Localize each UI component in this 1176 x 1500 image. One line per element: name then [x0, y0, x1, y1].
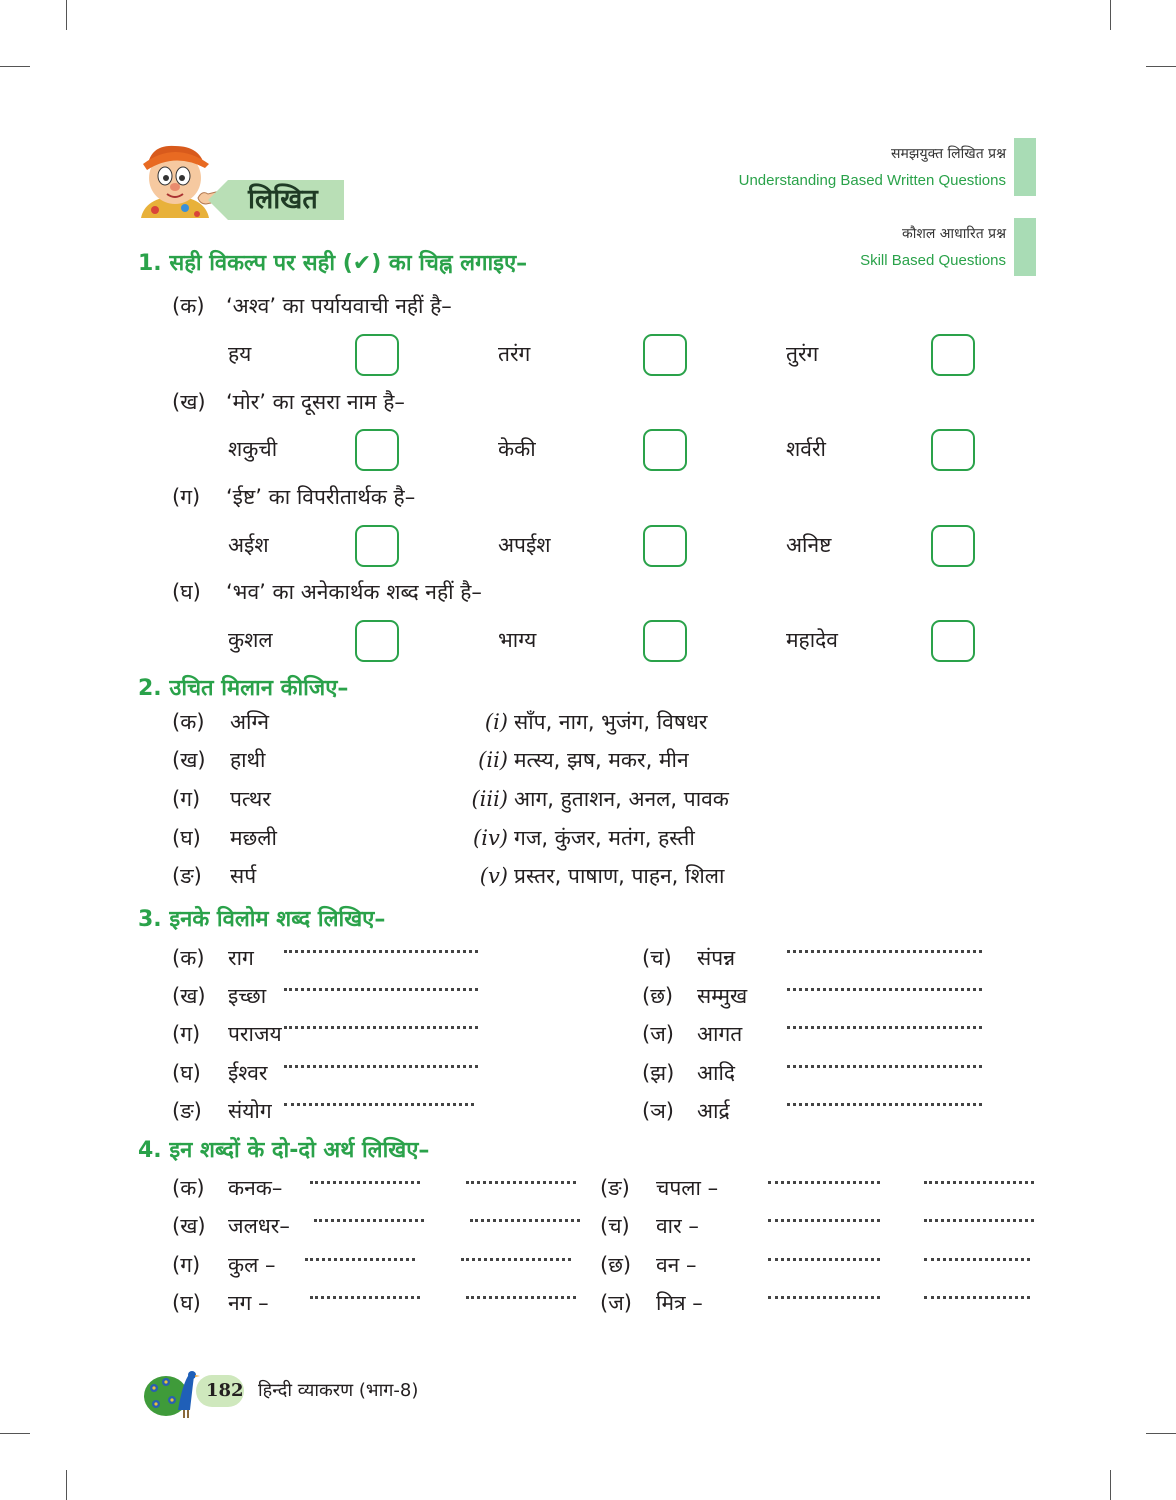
meaning-word: चपला – — [656, 1176, 719, 1200]
option-checkbox[interactable] — [355, 334, 399, 376]
answer-line[interactable] — [470, 1219, 580, 1222]
antonym-word: संपन्न — [697, 946, 736, 970]
answer-line[interactable] — [787, 1065, 982, 1068]
meaning-label: (ज) — [600, 1291, 632, 1315]
crop-mark — [1146, 1433, 1176, 1434]
match-right-num: (v) — [479, 864, 508, 888]
answer-line[interactable] — [310, 1296, 420, 1299]
answer-line[interactable] — [284, 988, 478, 991]
option-checkbox[interactable] — [931, 525, 975, 567]
crop-mark — [1110, 0, 1111, 30]
answer-line[interactable] — [787, 1026, 982, 1029]
item-label: (ख) — [172, 390, 206, 414]
antonym-word: आदि — [697, 1061, 736, 1085]
answer-line[interactable] — [466, 1181, 576, 1184]
answer-line[interactable] — [314, 1219, 424, 1222]
meaning-word: वार – — [656, 1214, 699, 1238]
match-left-word: पत्थर — [230, 787, 271, 811]
match-right-num: (ii) — [478, 748, 508, 772]
option-label: तरंग — [498, 342, 531, 366]
antonym-word: ईश्वर — [228, 1061, 268, 1085]
option-checkbox[interactable] — [931, 429, 975, 471]
match-right-text: गज, कुंजर, मतंग, हस्ती — [514, 826, 695, 850]
option-checkbox[interactable] — [643, 429, 687, 471]
option-checkbox[interactable] — [643, 334, 687, 376]
meaning-label: (छ) — [600, 1253, 632, 1277]
answer-line[interactable] — [768, 1219, 880, 1222]
answer-line[interactable] — [284, 1103, 474, 1106]
q2-title: 2. उचित मिलान कीजिए– — [138, 676, 349, 701]
section-label: लिखित — [248, 184, 318, 215]
antonym-label: (ज) — [642, 1022, 674, 1046]
answer-line[interactable] — [924, 1296, 1030, 1299]
meaning-label: (ग) — [172, 1253, 201, 1277]
tag-skill-english: Skill Based Questions — [860, 252, 1006, 269]
meaning-label: (ङ) — [600, 1176, 630, 1200]
option-label: अनिष्ट — [786, 533, 832, 557]
answer-line[interactable] — [466, 1296, 576, 1299]
match-left-label: (क) — [172, 710, 205, 734]
match-right-num: (iv) — [473, 826, 508, 850]
answer-line[interactable] — [284, 1026, 478, 1029]
meaning-word: जलधर– — [228, 1214, 290, 1238]
antonym-word: इच्छा — [228, 984, 267, 1008]
answer-line[interactable] — [461, 1258, 571, 1261]
tag-bar — [1014, 138, 1036, 196]
option-label: तुरंग — [786, 342, 819, 366]
answer-line[interactable] — [310, 1181, 420, 1184]
option-label: भाग्य — [498, 628, 537, 652]
option-label: शर्वरी — [786, 437, 826, 461]
item-question: ‘अश्व’ का पर्यायवाची नहीं है– — [226, 294, 452, 318]
option-label: हय — [228, 342, 252, 366]
match-right-text: प्रस्तर, पाषाण, पाहन, शिला — [514, 864, 725, 888]
meaning-word: कुल – — [228, 1253, 276, 1277]
option-checkbox[interactable] — [643, 620, 687, 662]
item-question: ‘ईष्ट’ का विपरीतार्थक है– — [226, 485, 416, 509]
option-checkbox[interactable] — [355, 525, 399, 567]
page-number: 182 — [206, 1380, 244, 1401]
match-left-word: अग्नि — [230, 710, 270, 734]
answer-line[interactable] — [787, 1103, 982, 1106]
match-right-text: साँप, नाग, भुजंग, विषधर — [514, 710, 708, 734]
match-left-label: (घ) — [172, 826, 201, 850]
crop-mark — [1146, 66, 1176, 67]
meaning-label: (क) — [172, 1176, 205, 1200]
antonym-word: आगत — [697, 1022, 743, 1046]
option-label: महादेव — [786, 628, 838, 652]
match-left-label: (ङ) — [172, 864, 202, 888]
item-label: (क) — [172, 294, 205, 318]
match-left-label: (ख) — [172, 748, 206, 772]
antonym-label: (ग) — [172, 1022, 201, 1046]
antonym-word: राग — [228, 946, 254, 970]
answer-line[interactable] — [284, 950, 478, 953]
match-right-num: (i) — [484, 710, 508, 734]
antonym-label: (घ) — [172, 1061, 201, 1085]
q1-title: 1. सही विकल्प पर सही (✔) का चिह्न लगाइए– — [138, 251, 528, 276]
antonym-word: संयोग — [228, 1099, 272, 1123]
antonym-label: (छ) — [642, 984, 674, 1008]
page-number-pill — [196, 1375, 244, 1407]
q3-title: 3. इनके विलोम शब्द लिखिए– — [138, 907, 386, 932]
meaning-label: (ख) — [172, 1214, 206, 1238]
crop-mark — [66, 0, 67, 30]
option-checkbox[interactable] — [355, 429, 399, 471]
option-checkbox[interactable] — [643, 525, 687, 567]
answer-line[interactable] — [924, 1181, 1034, 1184]
option-checkbox[interactable] — [931, 620, 975, 662]
crop-mark — [66, 1470, 67, 1500]
match-left-word: हाथी — [230, 748, 266, 772]
q4-title: 4. इन शब्दों के दो-दो अर्थ लिखिए– — [138, 1138, 430, 1163]
boy-mascot-icon — [135, 138, 215, 222]
match-right-text: मत्स्य, झष, मकर, मीन — [514, 748, 689, 772]
answer-line[interactable] — [305, 1258, 415, 1261]
book-title: हिन्दी व्याकरण (भाग-8) — [258, 1380, 419, 1401]
tag-understanding-english: Understanding Based Written Questions — [738, 172, 1006, 189]
option-label: शकुची — [228, 437, 278, 461]
answer-line[interactable] — [284, 1065, 478, 1068]
item-question: ‘मोर’ का दूसरा नाम है– — [226, 390, 405, 414]
meaning-label: (घ) — [172, 1291, 201, 1315]
section-label-banner — [208, 178, 344, 222]
answer-line[interactable] — [768, 1258, 880, 1261]
crop-mark — [0, 66, 30, 67]
antonym-label: (ङ) — [172, 1099, 202, 1123]
meaning-word: कनक– — [228, 1176, 283, 1200]
option-label: कुशल — [228, 628, 273, 652]
meaning-word: नग – — [228, 1291, 269, 1315]
answer-line[interactable] — [924, 1258, 1030, 1261]
match-left-label: (ग) — [172, 787, 201, 811]
answer-line[interactable] — [924, 1219, 1034, 1222]
meaning-label: (च) — [600, 1214, 630, 1238]
option-label: केकी — [498, 437, 536, 461]
antonym-label: (क) — [172, 946, 205, 970]
item-question: ‘भव’ का अनेकार्थक शब्द नहीं है– — [226, 580, 482, 604]
antonym-label: (च) — [642, 946, 672, 970]
crop-mark — [1110, 1470, 1111, 1500]
crop-mark — [0, 1433, 30, 1434]
tag-understanding-hindi: समझयुक्त लिखित प्रश्न — [891, 146, 1006, 162]
match-left-word: मछली — [230, 826, 277, 850]
meaning-word: वन – — [656, 1253, 697, 1277]
antonym-label: (झ) — [642, 1061, 675, 1085]
item-label: (घ) — [172, 580, 201, 604]
answer-line[interactable] — [768, 1296, 880, 1299]
match-left-word: सर्प — [230, 864, 257, 888]
antonym-label: (ञ) — [642, 1099, 674, 1123]
option-label: अपईश — [498, 533, 551, 557]
answer-line[interactable] — [787, 950, 982, 953]
antonym-label: (ख) — [172, 984, 206, 1008]
option-checkbox[interactable] — [355, 620, 399, 662]
match-right-num: (iii) — [471, 787, 508, 811]
item-label: (ग) — [172, 485, 201, 509]
match-right-text: आग, हुताशन, अनल, पावक — [514, 787, 729, 811]
antonym-word: आर्द्र — [697, 1099, 730, 1123]
answer-line[interactable] — [768, 1181, 880, 1184]
option-checkbox[interactable] — [931, 334, 975, 376]
option-label: अईश — [228, 533, 269, 557]
tag-bar — [1014, 218, 1036, 276]
tag-skill-hindi: कौशल आधारित प्रश्न — [901, 226, 1006, 242]
antonym-word: सम्मुख — [697, 984, 748, 1008]
answer-line[interactable] — [787, 988, 982, 991]
meaning-word: मित्र – — [656, 1291, 703, 1315]
antonym-word: पराजय — [228, 1022, 282, 1046]
